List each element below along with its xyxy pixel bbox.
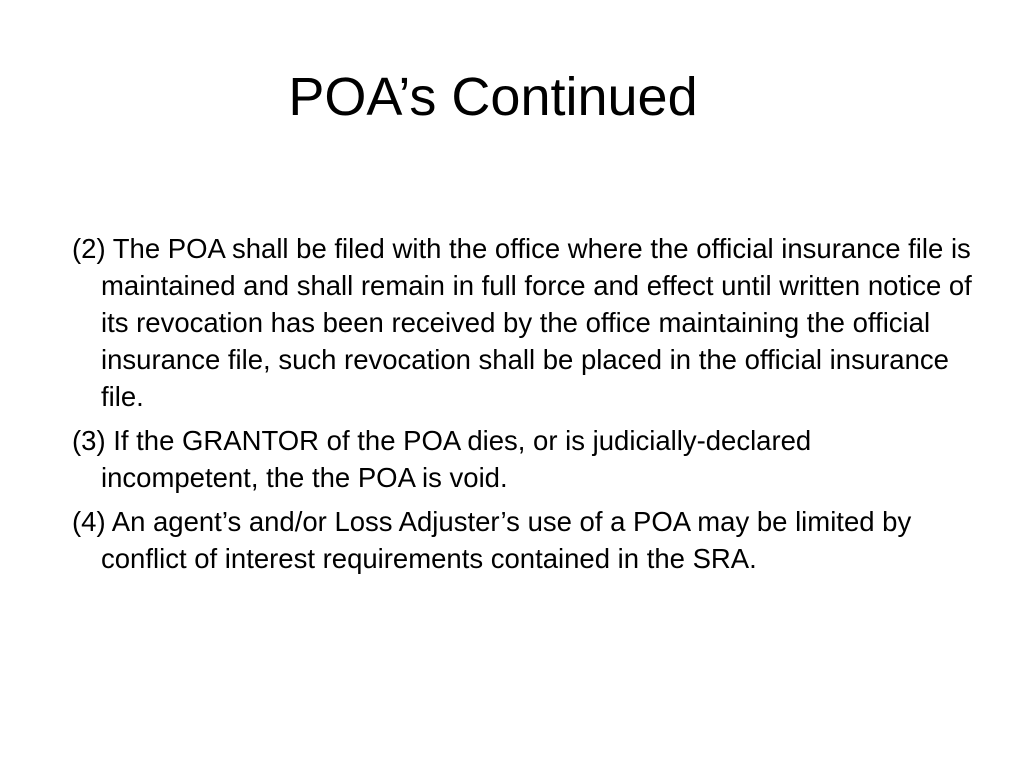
slide-body — [72, 230, 972, 584]
body-paragraph-4: (4) An agent’s and/or Loss Adjuster’s use of a POA may be limited by conflict of interest requirements contained in the SRA. — [72, 506, 912, 574]
body-paragraph-3: (3) If the GRANTOR of the POA dies, or is judicially-declared incompetent, the the POA is void. — [72, 425, 812, 493]
body-paragraph-2: (2) The POA shall be filed with the office where the official insurance file is maintained and shall remain in full force and effect until written notice of its revocation has been received by the office maintaining the official insurance file, such revocation shall be placed in the official insurance file. — [72, 233, 972, 412]
slide-title: POA’s Continued — [288, 67, 698, 127]
